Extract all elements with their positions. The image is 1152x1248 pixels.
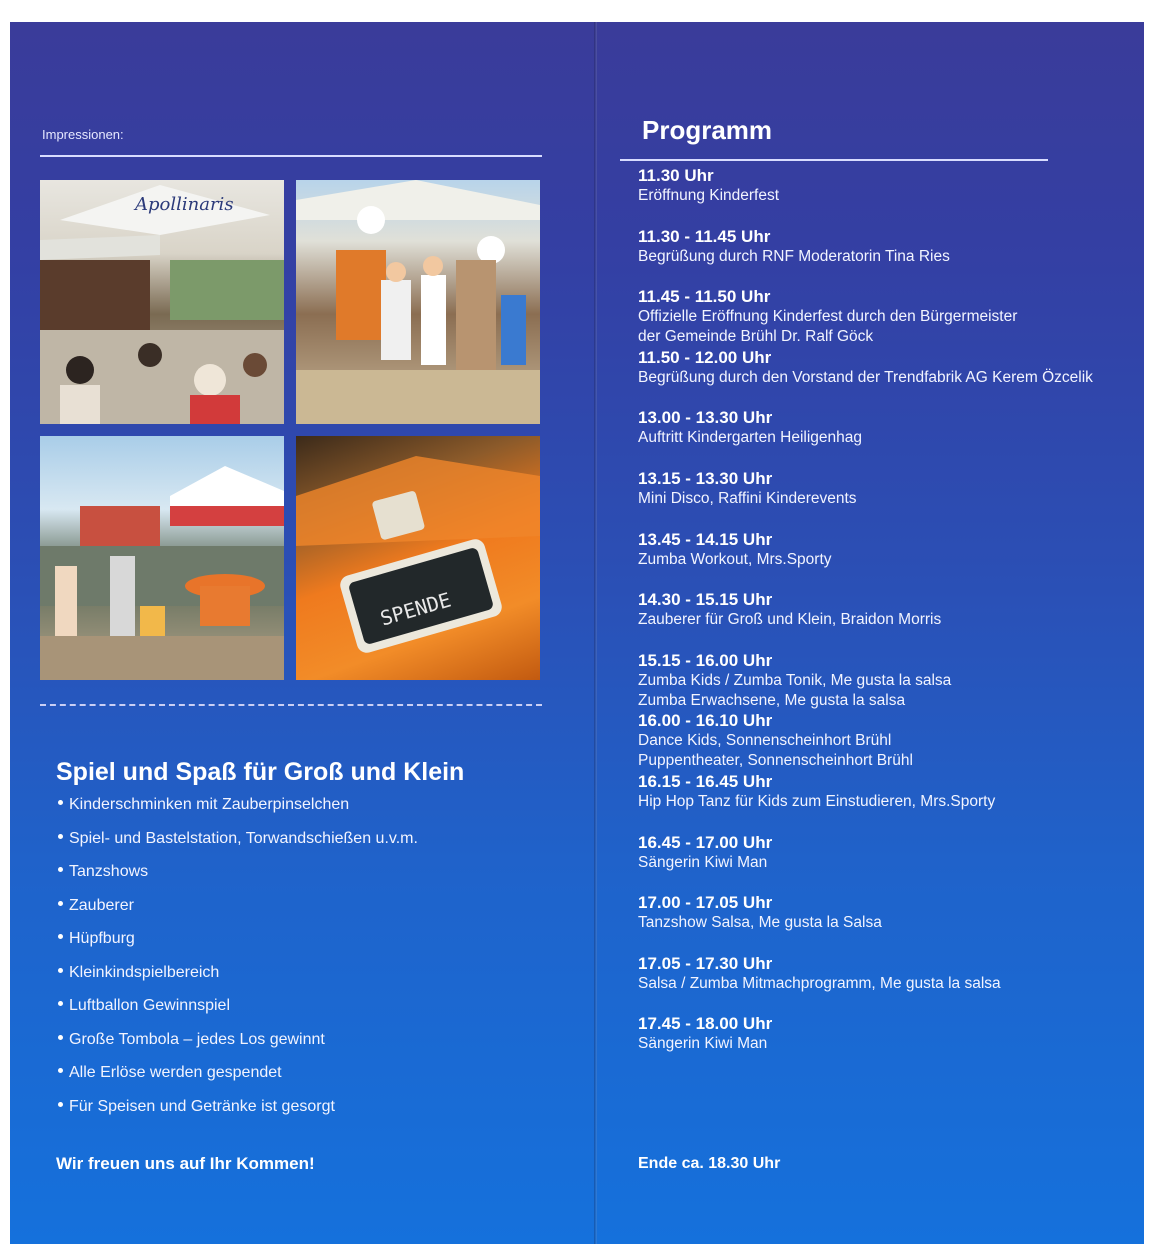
- list-item: Kleinkindspielbereich: [58, 964, 418, 998]
- schedule-entry: [638, 1014, 1093, 1075]
- entry-desc: Auftritt Kindergarten Heiligenhag: [638, 429, 863, 447]
- entry-desc: Offizielle Eröffnung Kinderfest durch den Bürgermeister: [638, 308, 1018, 326]
- bullet-icon: [58, 934, 63, 939]
- entry-desc: Salsa / Zumba Mitmachprogramm, Me gusta la salsa: [638, 974, 1001, 992]
- photo-tents-square: [40, 436, 284, 680]
- list-item: Spiel- und Bastelstation, Torwandschießen u.v.m.: [58, 830, 418, 864]
- entry-time: 11.50 - 12.00 Uhr: [638, 347, 772, 367]
- photo-spende-box: [296, 436, 540, 680]
- closing-text: Wir freuen uns auf Ihr Kommen!: [56, 1154, 315, 1173]
- schedule-entry: [638, 287, 1093, 348]
- bullet-icon: [58, 1035, 63, 1040]
- entry-desc: Begrüßung durch den Vorstand der Trendfabrik AG Kerem Özcelik: [638, 368, 1093, 386]
- end-time: Ende ca. 18.30 Uhr: [638, 1155, 781, 1172]
- list-item: Tanzshows: [58, 863, 418, 897]
- impressions-label: Impressionen:: [42, 127, 124, 142]
- entry-desc: Puppentheater, Sonnenscheinhort Brühl: [638, 752, 913, 770]
- entry-desc: Sängerin Kiwi Man: [638, 1035, 768, 1053]
- entry-time: 15.15 - 16.00 Uhr: [638, 650, 773, 670]
- schedule-list: [638, 166, 1093, 1075]
- impressions-divider: [40, 155, 542, 157]
- entry-time: 11.30 Uhr: [638, 166, 714, 185]
- entry-time: 16.00 - 16.10 Uhr: [638, 711, 773, 731]
- entry-time: 17.45 - 18.00 Uhr: [638, 1014, 773, 1034]
- bullet-icon: [58, 1102, 63, 1107]
- entry-time: 13.15 - 13.30 Uhr: [638, 468, 773, 488]
- bullet-icon: [58, 867, 63, 872]
- entry-time: 13.00 - 13.30 Uhr: [638, 408, 773, 428]
- list-item: Für Speisen und Getränke ist gesorgt: [58, 1098, 418, 1132]
- fold-line: [594, 22, 597, 1244]
- bullet-icon: [58, 901, 63, 906]
- schedule-entry: [638, 166, 1093, 227]
- schedule-entry: [638, 651, 1093, 712]
- left-heading: Spiel und Spaß für Groß und Klein: [56, 758, 465, 786]
- entry-time: 16.15 - 16.45 Uhr: [638, 771, 773, 791]
- schedule-entry: [638, 530, 1093, 591]
- schedule-entry: [638, 772, 1093, 833]
- bullet-icon: [58, 968, 63, 973]
- programm-heading: Programm: [642, 115, 773, 145]
- entry-desc: der Gemeinde Brühl Dr. Ralf Göck: [638, 328, 874, 346]
- schedule-entry: [638, 954, 1093, 1015]
- entry-desc: Hip Hop Tanz für Kids zum Einstudieren, Mrs.Sporty: [638, 792, 996, 810]
- entry-time: 17.00 - 17.05 Uhr: [638, 893, 773, 913]
- schedule-entry: [638, 711, 1093, 772]
- list-item: Hüpfburg: [58, 930, 418, 964]
- schedule-entry: [638, 590, 1093, 651]
- schedule-entry: [638, 348, 1093, 409]
- entry-time: 11.45 - 11.50 Uhr: [638, 287, 771, 307]
- entry-desc: Zumba Kids / Zumba Tonik, Me gusta la salsa: [638, 671, 952, 689]
- bullet-icon: [58, 834, 63, 839]
- bullet-icon: [58, 1068, 63, 1073]
- entry-desc: Zumba Workout, Mrs.Sporty: [638, 550, 832, 568]
- schedule-entry: [638, 469, 1093, 530]
- bullet-icon: [58, 800, 63, 805]
- entry-desc: Eröffnung Kinderfest: [638, 187, 780, 204]
- schedule-entry: [638, 408, 1093, 469]
- dotted-divider: [40, 704, 542, 706]
- entry-desc: Zauberer für Groß und Klein, Braidon Morris: [638, 611, 942, 629]
- list-item: Kinderschminken mit Zauberpinselchen: [58, 796, 418, 830]
- entry-time: 14.30 - 15.15 Uhr: [638, 590, 773, 610]
- schedule-entry: [638, 833, 1093, 894]
- flyer-sheet: [10, 22, 1144, 1244]
- spende-sign: SPENDE: [377, 587, 454, 631]
- photo-crowd-children: [296, 180, 540, 424]
- activity-list: [58, 796, 418, 1131]
- entry-desc: Zumba Erwachsene, Me gusta la salsa: [638, 691, 906, 709]
- entry-desc: Dance Kids, Sonnenscheinhort Brühl: [638, 732, 892, 750]
- apollinaris-sign: Apollinaris: [135, 194, 234, 215]
- entry-time: 17.05 - 17.30 Uhr: [638, 953, 773, 973]
- list-item: Luftballon Gewinnspiel: [58, 997, 418, 1031]
- schedule-entry: [638, 893, 1093, 954]
- photo-stage-apollinaris: [40, 180, 284, 424]
- schedule-entry: [638, 227, 1093, 288]
- entry-desc: Sängerin Kiwi Man: [638, 853, 768, 871]
- entry-desc: Mini Disco, Raffini Kinderevents: [638, 489, 857, 507]
- bullet-icon: [58, 1001, 63, 1006]
- entry-time: 16.45 - 17.00 Uhr: [638, 832, 773, 852]
- entry-desc: Begrüßung durch RNF Moderatorin Tina Ries: [638, 247, 950, 265]
- photo-grid: [40, 180, 540, 682]
- entry-time: 13.45 - 14.15 Uhr: [638, 529, 773, 549]
- entry-time: 11.30 - 11.45 Uhr: [638, 226, 771, 246]
- list-item: Große Tombola – jedes Los gewinnt: [58, 1031, 418, 1065]
- list-item: Zauberer: [58, 897, 418, 931]
- entry-desc: Tanzshow Salsa, Me gusta la Salsa: [638, 914, 882, 932]
- list-item: Alle Erlöse werden gespendet: [58, 1064, 418, 1098]
- programm-divider: [620, 159, 1048, 161]
